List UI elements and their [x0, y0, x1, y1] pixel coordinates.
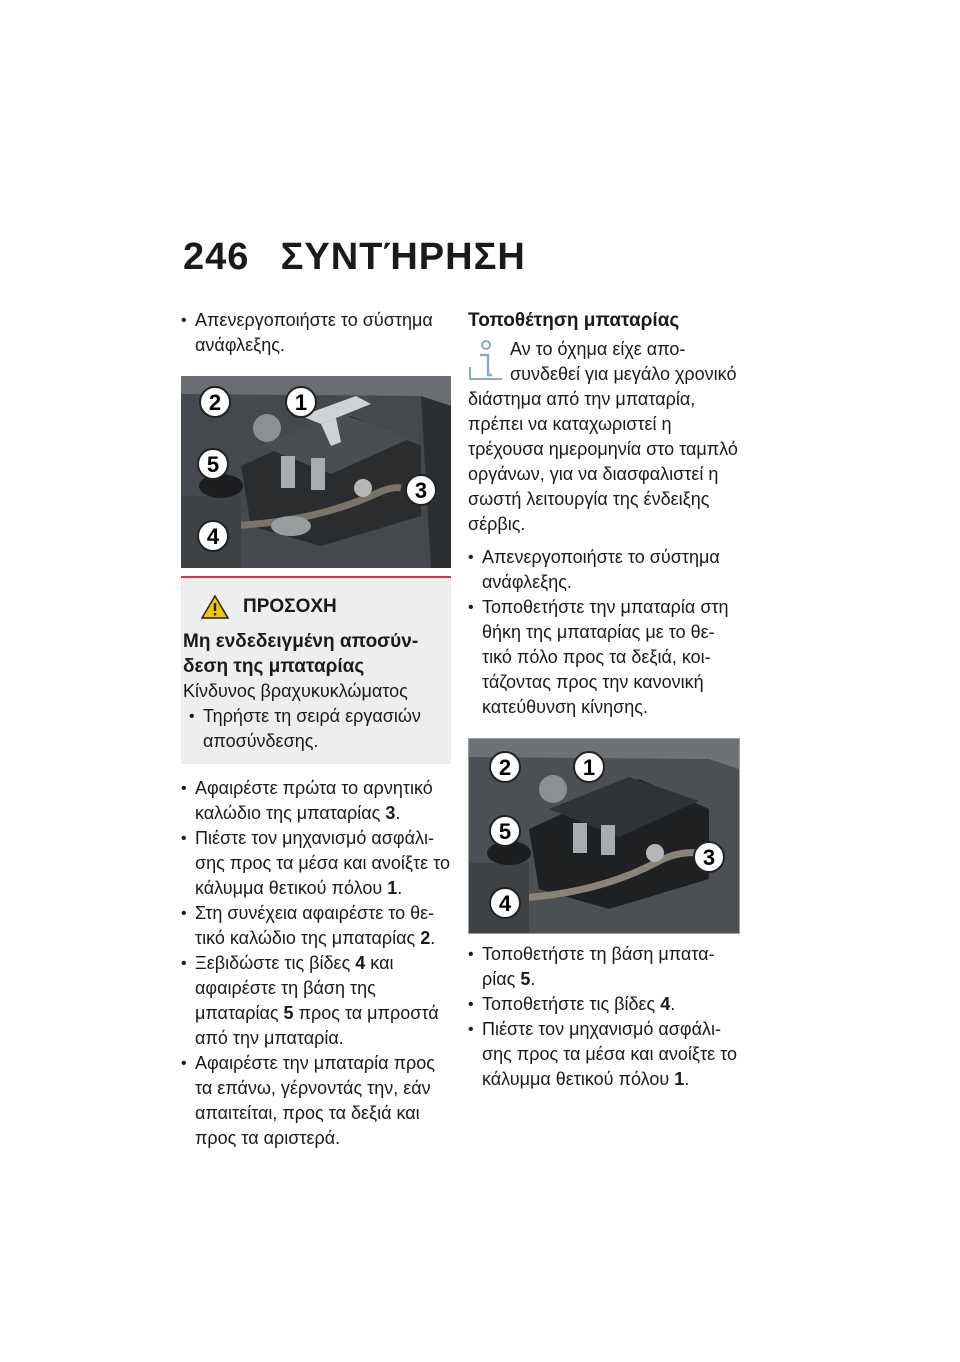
- label-5: 5: [206, 452, 220, 477]
- list-item: • Τοποθετήστε τις βίδες 4.: [468, 992, 738, 1017]
- list-item: • Στη συνέχεια αφαιρέστε το θετικό καλώδιο της μπαταρίας 2.: [181, 901, 451, 951]
- label-4: 4: [498, 891, 512, 916]
- label-3: 3: [414, 478, 428, 503]
- label-1: 1: [294, 390, 308, 415]
- info-text: Αν το όχημα είχε αποσυνδεθεί για μεγάλο χρονικό διάστημα από την μπαταρία, πρέπει να καταχωριστεί η τρέχουσα ημερομηνία στο ταμπλό οργάνων, για να διασφαλιστεί η σωστή λειτουργία της ένδειξης σέρβις.: [468, 339, 738, 534]
- label-5: 5: [498, 819, 512, 844]
- info-icon: [468, 337, 504, 381]
- section-title: Τοποθέτηση μπαταρίας: [468, 310, 680, 331]
- battery-photo-install: [468, 738, 740, 934]
- warning-box: [181, 576, 451, 764]
- warning-text: Κίνδυνος βραχυκυκλώματος: [183, 681, 408, 701]
- label-4: 4: [206, 524, 220, 549]
- warning-bullet: • Τηρήστε τη σειρά εργασιών αποσύνδεσης.: [189, 704, 441, 754]
- list-item: • Απενεργοποιήστε το σύστημα ανάφλεξης.: [181, 308, 451, 358]
- warning-title: Μη ενδεδειγμένη αποσύνδεση της μπαταρίας: [183, 631, 419, 677]
- list-item: • Πιέστε τον μηχανισμό ασφάλισης προς τα μέσα και ανοίξτε το κάλυμμα θετικού πόλου 1.: [468, 1017, 738, 1092]
- label-3: 3: [702, 845, 716, 870]
- list-item: • Απενεργοποιήστε το σύστημα ανάφλεξης.: [468, 545, 738, 595]
- warning-header: [181, 594, 441, 619]
- info-note: [468, 337, 738, 537]
- list-item: • Τοποθετήστε τη βάση μπαταρίας 5.: [468, 942, 738, 992]
- label-2: 2: [498, 755, 512, 780]
- right-column: [468, 308, 738, 1092]
- list-item: • Αφαιρέστε πρώτα το αρνητικό καλώδιο της μπαταρίας 3.: [181, 776, 451, 826]
- warning-label: ΠΡΟΣΟΧΗ: [243, 596, 337, 617]
- left-column: [181, 308, 451, 1151]
- list-item: • Ξεβιδώστε τις βίδες 4 και αφαιρέστε τη βάση της μπαταρίας 5 προς τα μπροστά από την μπαταρία.: [181, 951, 451, 1051]
- list-item: • Πιέστε τον μηχανισμό ασφάλισης προς τα μέσα και ανοίξτε το κάλυμμα θετικού πόλου 1.: [181, 826, 451, 901]
- label-1: 1: [582, 755, 596, 780]
- battery-photo: [181, 376, 451, 568]
- warning-icon: [201, 595, 229, 619]
- page-title: ΣΥΝΤΉΡΗΣΗ: [280, 236, 526, 278]
- page-number: 246: [183, 236, 250, 278]
- list-item: • Τοποθετήστε την μπαταρία στη θήκη της μπαταρίας με το θετικό πόλο προς τα δεξιά, κοιτάζοντας προς την κανονική κατεύθυνση κίνησης.: [468, 595, 738, 720]
- label-2: 2: [208, 390, 222, 415]
- page-header: [183, 236, 526, 279]
- list-item: • Αφαιρέστε την μπαταρία προς τα επάνω, γέρνοντάς την, εάν απαιτείται, προς τα δεξιά και προς τα αριστερά.: [181, 1051, 451, 1151]
